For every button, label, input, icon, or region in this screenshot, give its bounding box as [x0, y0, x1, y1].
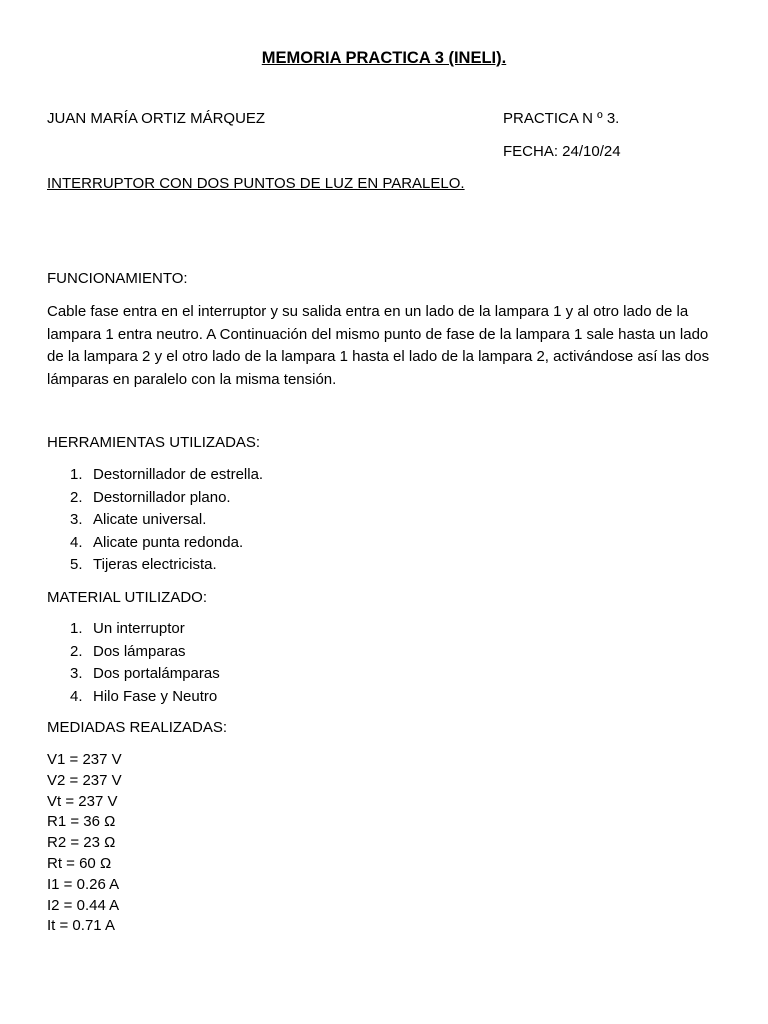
list-item-text: Destornillador plano. — [93, 488, 231, 506]
funcionamiento-heading: FUNCIONAMIENTO: — [47, 270, 188, 287]
measurement-line: I2 = 0.44 A — [47, 896, 120, 914]
list-number: 1. — [70, 620, 83, 637]
practice-number: PRACTICA N º 3. — [503, 110, 620, 127]
measurement-line: Rt = 60 Ω — [47, 854, 112, 872]
material-heading: MATERIAL UTILIZADO: — [47, 589, 208, 606]
funcionamiento-text: Cable fase entra en el interruptor y su salida entra en un lado de la lampara 1 y al otro lado de la lampara 1 entra neutro. A Continuación del mismo punto de fase de la lampara 1 sale hasta un lado de la lampara 2 y el otro lado de la lampara 1 hasta el lado de la lampara 2, activándose así las dos lámparas en paralelo con la misma tensión. — [47, 303, 710, 388]
list-item-text: Alicate punta redonda. — [93, 533, 244, 551]
medidas-heading: MEDIADAS REALIZADAS: — [47, 719, 228, 736]
list-number: 3. — [70, 665, 83, 682]
list-item-text: Un interruptor — [93, 620, 185, 637]
practice-date: FECHA: 24/10/24 — [503, 143, 621, 160]
medidas-list — [47, 750, 122, 937]
list-item-text: Alicate universal. — [93, 511, 207, 528]
measurement-line: R2 = 23 Ω — [47, 834, 116, 852]
list-number: 3. — [70, 511, 83, 528]
herramientas-heading: HERRAMIENTAS UTILIZADAS: — [47, 434, 261, 451]
measurement-line: Vt = 237 V — [47, 792, 118, 810]
author-name: JUAN MARÍA ORTIZ MÁRQUEZ — [47, 110, 266, 127]
list-item-text: Tijeras electricista. — [93, 556, 217, 573]
list-number: 4. — [70, 533, 83, 551]
list-number: 2. — [70, 642, 83, 660]
list-number: 5. — [70, 556, 83, 573]
list-item-text: Dos lámparas — [93, 642, 186, 660]
practice-subtitle: INTERRUPTOR CON DOS PUNTOS DE LUZ EN PARALELO. — [47, 175, 465, 192]
measurement-line: I1 = 0.26 A — [47, 875, 120, 893]
measurement-line: R1 = 36 Ω — [47, 813, 116, 831]
list-item-text: Destornillador de estrella. — [93, 466, 264, 483]
measurement-line: V2 = 237 V — [47, 771, 122, 789]
list-item-text: Dos portalámparas — [93, 665, 220, 682]
document-title: MEMORIA PRACTICA 3 (INELI). — [261, 49, 507, 67]
list-number: 4. — [70, 687, 83, 705]
list-item-text: Hilo Fase y Neutro — [93, 687, 218, 705]
list-number: 1. — [70, 466, 83, 483]
measurement-line: V1 = 237 V — [47, 751, 122, 768]
list-number: 2. — [70, 488, 83, 506]
measurement-line: It = 0.71 A — [47, 917, 115, 935]
